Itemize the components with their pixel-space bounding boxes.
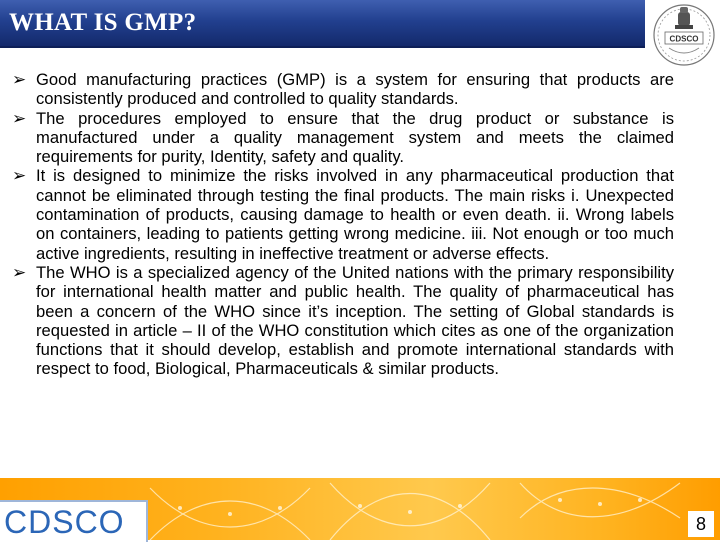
bullet-item — [12, 109, 674, 167]
bullet-item — [12, 166, 674, 262]
bullet-item — [12, 263, 674, 379]
page-number: 8 — [688, 511, 714, 537]
bullet-item — [12, 70, 674, 109]
bullet-text: The WHO is a specialized agency of the United nations with the primary responsibility for international health matter and public health. The quality of pharmaceutical has been a concern of the WHO since it’s inception. The setting of Global standards is requested in article – II of the WHO constitution which cites as one of the organization functions that it should develop, establish and promote international standards with respect to food, Biological, Pharmaceuticals & similar products. — [36, 262, 674, 379]
emblem-text: CDSCO — [669, 34, 699, 44]
slide-title: WHAT IS GMP? — [9, 9, 197, 36]
bullet-text: It is designed to minimize the risks involved in any pharmaceutical production that cannot be eliminated through testing the final products. The main risks i. Unexpected contamination of products, causing damage to health or even death. ii. Wrong labels on containers, leading to patients getting wrong medicine. iii. Not enough or too much active ingredients, resulting in ineffective treatment or adverse effects. — [36, 166, 674, 263]
bullet-text: The procedures employed to ensure that the drug product or substance is manufactured under a quality management system and meets the claimed requirements for purity, Identity, safety and quality. — [36, 108, 674, 167]
cdsco-logo-text: CDSCO — [4, 504, 125, 540]
cdsco-footer-logo — [0, 500, 148, 542]
arrow-bullet-icon: ➢ — [12, 262, 27, 282]
arrow-bullet-icon: ➢ — [12, 108, 27, 128]
bullet-text: Good manufacturing practices (GMP) is a system for ensuring that products are consistently produced and controlled to quality standards. — [36, 70, 674, 109]
bullet-list — [12, 70, 674, 379]
arrow-bullet-icon: ➢ — [12, 166, 27, 186]
arrow-bullet-icon: ➢ — [12, 70, 27, 89]
title-bar — [0, 0, 645, 48]
cdsco-emblem-logo — [651, 2, 717, 68]
